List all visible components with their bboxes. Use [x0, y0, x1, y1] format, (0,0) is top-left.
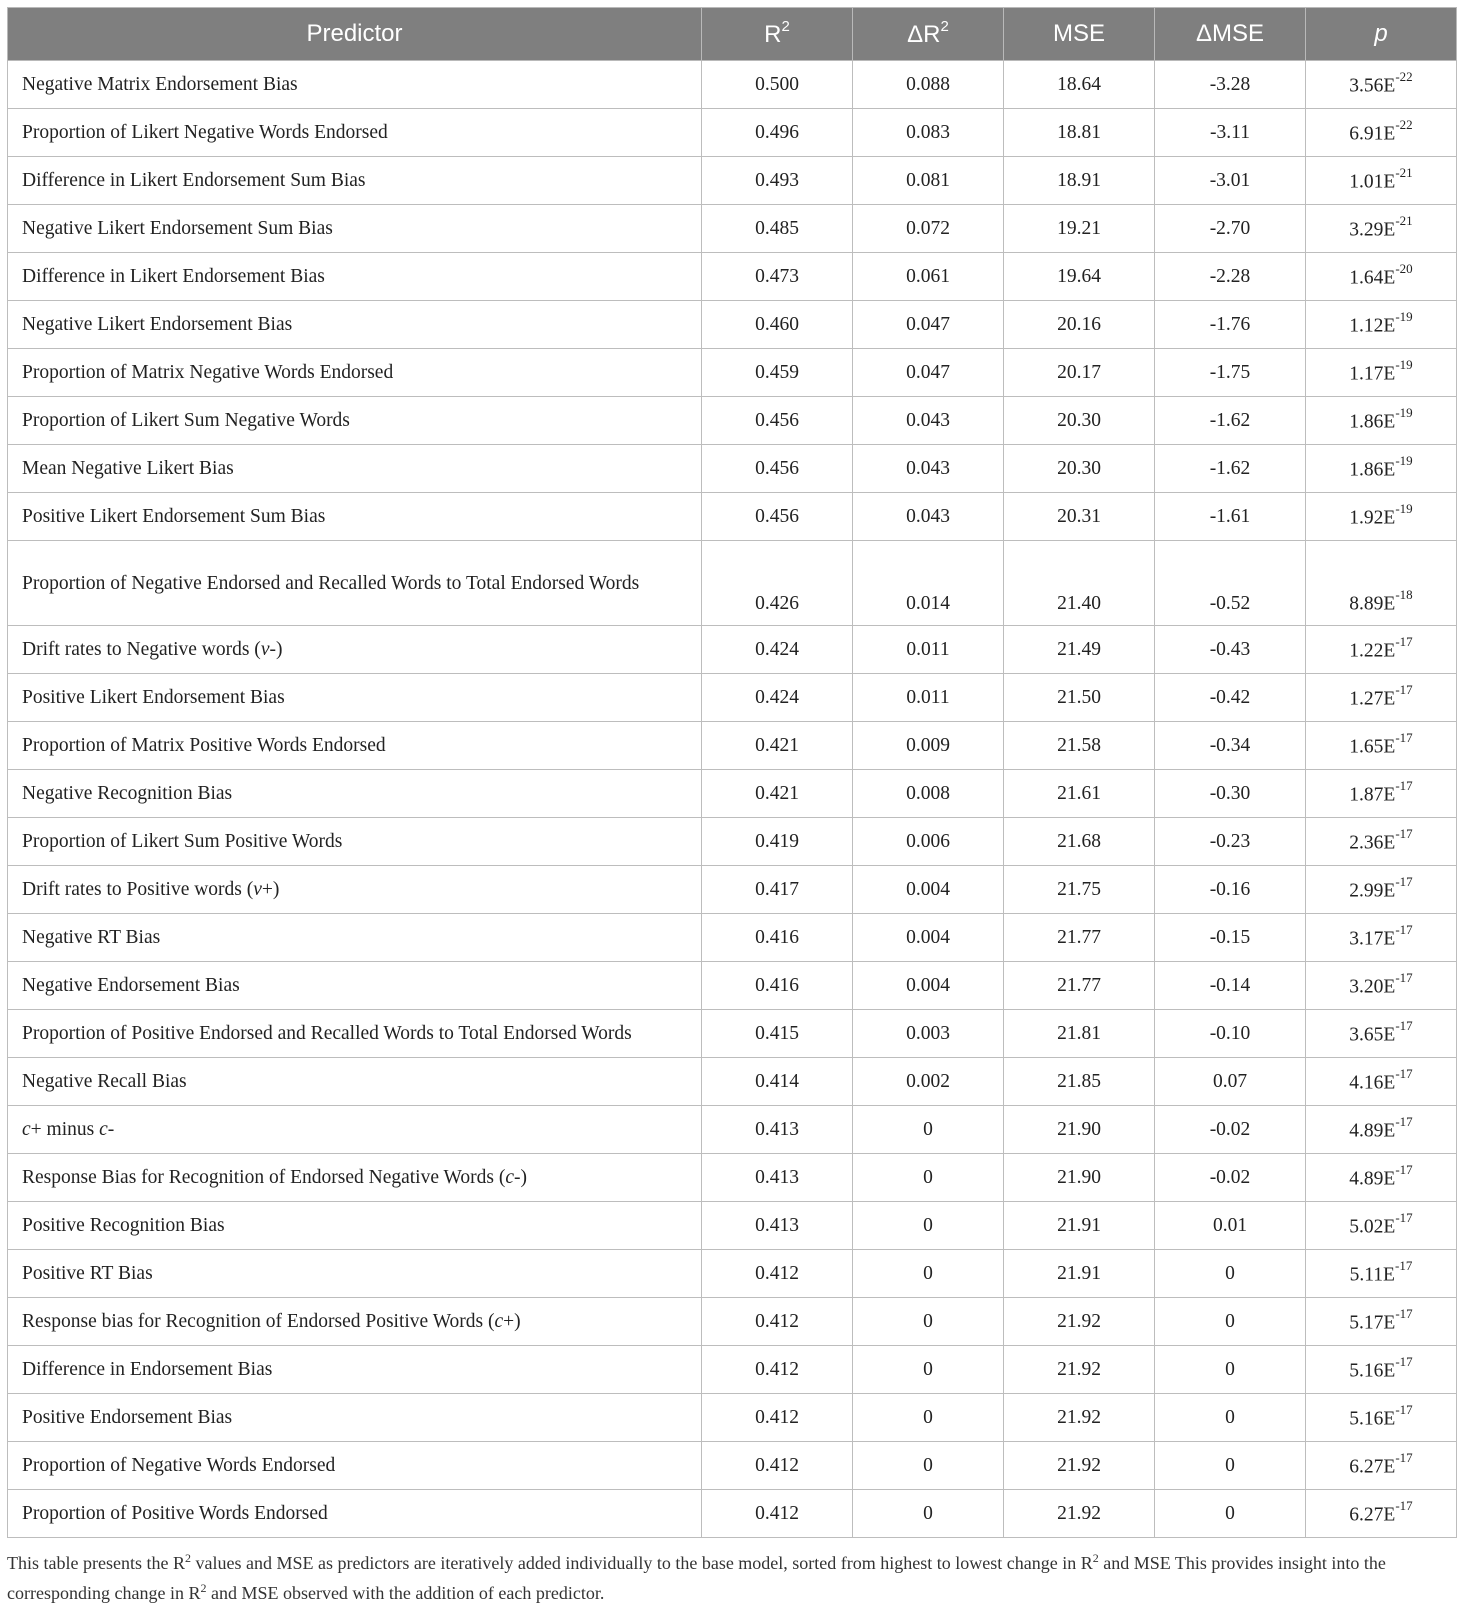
delta-r2-cell: 0.004	[853, 866, 1004, 914]
mse-cell: 21.92	[1004, 1490, 1155, 1538]
delta-mse-cell: -0.34	[1155, 722, 1306, 770]
delta-mse-cell: 0.01	[1155, 1202, 1306, 1250]
r2-cell: 0.415	[702, 1010, 853, 1058]
delta-mse-cell: -1.62	[1155, 397, 1306, 445]
p-value-mantissa: 2.36E	[1349, 832, 1396, 854]
r2-cell: 0.413	[702, 1106, 853, 1154]
mse-cell: 21.49	[1004, 626, 1155, 674]
table-row	[8, 541, 1457, 626]
r2-cell: 0.500	[702, 61, 853, 109]
predictor-cell: Drift rates to Negative words (v-)	[8, 626, 702, 674]
predictor-cell: Response Bias for Recognition of Endorsed Negative Words (c-)	[8, 1154, 702, 1202]
r2-cell: 0.413	[702, 1202, 853, 1250]
delta-r2-cell: 0.072	[853, 205, 1004, 253]
mse-cell: 21.92	[1004, 1442, 1155, 1490]
p-value-cell	[1306, 397, 1457, 445]
predictor-cell: Positive Likert Endorsement Sum Bias	[8, 493, 702, 541]
table-row	[8, 109, 1457, 157]
r2-cell: 0.456	[702, 445, 853, 493]
delta-r2-cell: 0	[853, 1154, 1004, 1202]
p-value-exponent: -17	[1395, 1497, 1413, 1513]
delta-r2-cell: 0.061	[853, 253, 1004, 301]
p-value-mantissa: 5.16E	[1349, 1408, 1396, 1430]
p-value-exponent: -17	[1395, 1401, 1413, 1417]
mse-cell: 21.50	[1004, 674, 1155, 722]
p-value-cell	[1306, 674, 1457, 722]
p-value-mantissa: 4.89E	[1349, 1168, 1396, 1190]
delta-mse-cell: -0.02	[1155, 1154, 1306, 1202]
predictor-cell: Negative Recognition Bias	[8, 770, 702, 818]
mse-cell: 21.90	[1004, 1106, 1155, 1154]
predictor-cell: Mean Negative Likert Bias	[8, 445, 702, 493]
mse-cell: 21.68	[1004, 818, 1155, 866]
p-value-exponent: -17	[1395, 1209, 1413, 1225]
p-value-cell	[1306, 1250, 1457, 1298]
p-value-exponent: -19	[1395, 356, 1413, 372]
delta-mse-cell: -0.43	[1155, 626, 1306, 674]
r2-cell: 0.413	[702, 1154, 853, 1202]
p-value-exponent: -17	[1395, 1113, 1413, 1129]
table-row	[8, 626, 1457, 674]
delta-mse-cell: 0	[1155, 1442, 1306, 1490]
table-row	[8, 1250, 1457, 1298]
predictor-cell: Proportion of Likert Sum Positive Words	[8, 818, 702, 866]
r2-cell: 0.460	[702, 301, 853, 349]
predictor-cell: Negative Likert Endorsement Bias	[8, 301, 702, 349]
table-row	[8, 1106, 1457, 1154]
header-mse: MSE	[1004, 8, 1155, 61]
p-value-exponent: -20	[1395, 260, 1413, 276]
p-value-exponent: -21	[1395, 164, 1413, 180]
mse-cell: 21.85	[1004, 1058, 1155, 1106]
table-footnote: This table presents the $R^2$ values and MSE as predictors are iteratively added individually to the base model, sorted from highest to lowest change in $R^2$ and MSE This provides insight into the corresponding change in $R^2$ and MSE observed with the addition of each predictor.	[7, 1551, 1386, 1603]
delta-r2-cell: 0.008	[853, 770, 1004, 818]
p-value-exponent: -17	[1395, 1305, 1413, 1321]
header-predictor: Predictor	[8, 8, 702, 61]
p-value-exponent: -17	[1395, 633, 1413, 649]
predictor-cell: Negative Matrix Endorsement Bias	[8, 61, 702, 109]
predictor-cell: Proportion of Matrix Negative Words Endorsed	[8, 349, 702, 397]
mse-cell: 21.90	[1004, 1154, 1155, 1202]
delta-mse-cell: -0.14	[1155, 962, 1306, 1010]
table-row	[8, 722, 1457, 770]
table-body	[8, 61, 1457, 1538]
delta-mse-cell: -1.75	[1155, 349, 1306, 397]
r2-cell: 0.412	[702, 1442, 853, 1490]
p-value-cell	[1306, 818, 1457, 866]
p-value-exponent: -17	[1395, 1161, 1413, 1177]
table-header	[8, 8, 1457, 61]
delta-r2-cell: 0	[853, 1106, 1004, 1154]
delta-r2-cell: 0.043	[853, 445, 1004, 493]
table-row	[8, 157, 1457, 205]
p-value-exponent: -17	[1395, 921, 1413, 937]
p-value-exponent: -17	[1395, 777, 1413, 793]
predictor-cell: Proportion of Matrix Positive Words Endorsed	[8, 722, 702, 770]
mse-cell: 21.58	[1004, 722, 1155, 770]
delta-r2-cell: 0	[853, 1394, 1004, 1442]
p-value-mantissa: 1.01E	[1349, 171, 1396, 193]
p-value-cell	[1306, 1106, 1457, 1154]
p-value-mantissa: 6.91E	[1349, 123, 1396, 145]
delta-r2-cell: 0.006	[853, 818, 1004, 866]
table-row	[8, 493, 1457, 541]
delta-r2-cell: 0.009	[853, 722, 1004, 770]
mse-cell: 20.16	[1004, 301, 1155, 349]
delta-mse-cell: -3.28	[1155, 61, 1306, 109]
p-value-cell	[1306, 1442, 1457, 1490]
mse-cell: 20.30	[1004, 397, 1155, 445]
p-value-mantissa: 3.29E	[1349, 219, 1396, 241]
r2-cell: 0.416	[702, 962, 853, 1010]
r2-cell: 0.412	[702, 1490, 853, 1538]
delta-r2-cell: 0.014	[853, 541, 1004, 626]
p-value-cell	[1306, 962, 1457, 1010]
p-value-mantissa: 1.27E	[1349, 688, 1396, 710]
p-value-mantissa: 1.87E	[1349, 784, 1396, 806]
r2-cell: 0.417	[702, 866, 853, 914]
p-value-exponent: -19	[1395, 500, 1413, 516]
p-value-mantissa: 1.12E	[1349, 315, 1396, 337]
table-row	[8, 349, 1457, 397]
p-value-cell	[1306, 301, 1457, 349]
r2-cell: 0.456	[702, 493, 853, 541]
p-value-cell	[1306, 253, 1457, 301]
r2-cell: 0.426	[702, 541, 853, 626]
table-row	[8, 1202, 1457, 1250]
delta-mse-cell: -0.30	[1155, 770, 1306, 818]
predictor-cell: Positive Endorsement Bias	[8, 1394, 702, 1442]
delta-mse-cell: 0	[1155, 1346, 1306, 1394]
predictor-cell: Proportion of Negative Endorsed and Recalled Words to Total Endorsed Words	[8, 541, 702, 626]
p-value-exponent: -17	[1395, 1017, 1413, 1033]
p-value-exponent: -17	[1395, 681, 1413, 697]
table-row	[8, 61, 1457, 109]
p-value-exponent: -19	[1395, 308, 1413, 324]
table-row	[8, 818, 1457, 866]
p-value-exponent: -17	[1395, 825, 1413, 841]
header-delta-mse: ΔMSE	[1155, 8, 1306, 61]
r2-cell: 0.412	[702, 1298, 853, 1346]
mse-cell: 19.64	[1004, 253, 1155, 301]
p-value-exponent: -18	[1395, 586, 1413, 602]
r2-cell: 0.473	[702, 253, 853, 301]
p-value-mantissa: 4.89E	[1349, 1120, 1396, 1142]
p-value-mantissa: 1.22E	[1349, 640, 1396, 662]
mse-cell: 21.77	[1004, 962, 1155, 1010]
predictor-cell: Negative Recall Bias	[8, 1058, 702, 1106]
delta-mse-cell: 0	[1155, 1250, 1306, 1298]
delta-mse-cell: -0.16	[1155, 866, 1306, 914]
header-p: p	[1306, 8, 1457, 61]
p-value-cell	[1306, 1010, 1457, 1058]
table-row	[8, 205, 1457, 253]
delta-r2-cell: 0.083	[853, 109, 1004, 157]
mse-cell: 21.92	[1004, 1298, 1155, 1346]
mse-cell: 18.81	[1004, 109, 1155, 157]
mse-cell: 21.91	[1004, 1250, 1155, 1298]
delta-r2-cell: 0	[853, 1250, 1004, 1298]
r2-cell: 0.496	[702, 109, 853, 157]
delta-mse-cell: -0.02	[1155, 1106, 1306, 1154]
p-value-cell	[1306, 349, 1457, 397]
predictor-cell: Negative Likert Endorsement Sum Bias	[8, 205, 702, 253]
r2-cell: 0.421	[702, 722, 853, 770]
p-value-mantissa: 8.89E	[1349, 593, 1396, 614]
p-value-exponent: -19	[1395, 452, 1413, 468]
p-value-cell	[1306, 541, 1457, 626]
delta-mse-cell: -0.10	[1155, 1010, 1306, 1058]
p-value-mantissa: 3.17E	[1349, 928, 1396, 950]
predictor-cell: Negative Endorsement Bias	[8, 962, 702, 1010]
delta-mse-cell: 0	[1155, 1394, 1306, 1442]
p-value-mantissa: 1.64E	[1349, 267, 1396, 289]
delta-mse-cell: -0.42	[1155, 674, 1306, 722]
predictor-cell: Positive RT Bias	[8, 1250, 702, 1298]
delta-r2-cell: 0	[853, 1202, 1004, 1250]
p-value-mantissa: 3.65E	[1349, 1024, 1396, 1046]
p-value-mantissa: 5.17E	[1349, 1312, 1396, 1334]
mse-cell: 18.91	[1004, 157, 1155, 205]
mse-cell: 20.30	[1004, 445, 1155, 493]
p-value-cell	[1306, 445, 1457, 493]
delta-r2-cell: 0.088	[853, 61, 1004, 109]
p-value-mantissa: 2.99E	[1349, 880, 1396, 902]
delta-r2-cell: 0.002	[853, 1058, 1004, 1106]
r2-cell: 0.412	[702, 1346, 853, 1394]
header-delta-r2: $\Delta R^2$	[853, 8, 1004, 61]
delta-mse-cell: -0.52	[1155, 541, 1306, 626]
r2-cell: 0.421	[702, 770, 853, 818]
p-value-cell	[1306, 1202, 1457, 1250]
predictor-cell: Positive Recognition Bias	[8, 1202, 702, 1250]
mse-cell: 21.81	[1004, 1010, 1155, 1058]
p-value-exponent: -22	[1395, 68, 1413, 84]
predictor-cell: Proportion of Likert Negative Words Endorsed	[8, 109, 702, 157]
p-value-cell	[1306, 1298, 1457, 1346]
delta-mse-cell: -1.61	[1155, 493, 1306, 541]
predictor-cell: Proportion of Likert Sum Negative Words	[8, 397, 702, 445]
p-value-exponent: -17	[1395, 1353, 1413, 1369]
p-value-exponent: -17	[1395, 969, 1413, 985]
delta-r2-cell: 0.047	[853, 301, 1004, 349]
mse-cell: 21.91	[1004, 1202, 1155, 1250]
p-value-cell	[1306, 626, 1457, 674]
predictor-cell: Proportion of Positive Words Endorsed	[8, 1490, 702, 1538]
p-value-mantissa: 3.20E	[1349, 976, 1396, 998]
table-row	[8, 1058, 1457, 1106]
table-row	[8, 301, 1457, 349]
delta-r2-cell: 0.081	[853, 157, 1004, 205]
delta-r2-cell: 0.011	[853, 674, 1004, 722]
delta-r2-cell: 0.004	[853, 962, 1004, 1010]
delta-r2-cell: 0.003	[853, 1010, 1004, 1058]
table-row	[8, 866, 1457, 914]
delta-mse-cell: -0.15	[1155, 914, 1306, 962]
delta-mse-cell: -3.01	[1155, 157, 1306, 205]
header-row	[8, 8, 1457, 61]
mse-cell: 19.21	[1004, 205, 1155, 253]
table-row	[8, 962, 1457, 1010]
header-r2: $R^2$	[702, 8, 853, 61]
p-value-cell	[1306, 770, 1457, 818]
r2-cell: 0.416	[702, 914, 853, 962]
p-value-cell	[1306, 1346, 1457, 1394]
p-value-mantissa: 5.16E	[1349, 1360, 1396, 1382]
table-row	[8, 770, 1457, 818]
r2-cell: 0.419	[702, 818, 853, 866]
mse-cell: 21.92	[1004, 1394, 1155, 1442]
predictor-cell: Response bias for Recognition of Endorsed Positive Words (c+)	[8, 1298, 702, 1346]
p-value-cell	[1306, 1058, 1457, 1106]
predictor-cell: c+ minus c-	[8, 1106, 702, 1154]
table-row	[8, 445, 1457, 493]
p-value-cell	[1306, 1490, 1457, 1538]
p-value-mantissa: 1.86E	[1349, 411, 1396, 433]
p-value-cell	[1306, 722, 1457, 770]
p-value-exponent: -17	[1395, 729, 1413, 745]
results-table	[7, 7, 1457, 1538]
predictor-cell: Drift rates to Positive words (v+)	[8, 866, 702, 914]
p-value-cell	[1306, 109, 1457, 157]
mse-cell: 21.40	[1004, 541, 1155, 626]
mse-cell: 18.64	[1004, 61, 1155, 109]
r2-cell: 0.412	[702, 1394, 853, 1442]
delta-mse-cell: -1.62	[1155, 445, 1306, 493]
p-value-mantissa: 6.27E	[1349, 1504, 1396, 1526]
delta-mse-cell: -3.11	[1155, 109, 1306, 157]
p-value-mantissa: 5.11E	[1349, 1264, 1395, 1286]
table-row	[8, 1442, 1457, 1490]
table-row	[8, 1490, 1457, 1538]
table-row	[8, 1010, 1457, 1058]
table-row	[8, 1298, 1457, 1346]
mse-cell: 20.31	[1004, 493, 1155, 541]
mse-cell: 20.17	[1004, 349, 1155, 397]
p-value-exponent: -17	[1395, 873, 1413, 889]
p-value-mantissa: 4.16E	[1349, 1072, 1396, 1094]
predictor-cell: Difference in Likert Endorsement Bias	[8, 253, 702, 301]
r2-cell: 0.412	[702, 1250, 853, 1298]
p-value-mantissa: 1.92E	[1349, 507, 1396, 529]
mse-cell: 21.92	[1004, 1346, 1155, 1394]
p-value-mantissa: 5.02E	[1349, 1216, 1396, 1238]
table-row	[8, 253, 1457, 301]
p-value-exponent: -22	[1395, 116, 1413, 132]
p-value-mantissa: 1.17E	[1349, 363, 1396, 385]
p-value-mantissa: 1.65E	[1349, 736, 1396, 758]
table-row	[8, 674, 1457, 722]
delta-r2-cell: 0.047	[853, 349, 1004, 397]
delta-mse-cell: 0	[1155, 1298, 1306, 1346]
mse-cell: 21.61	[1004, 770, 1155, 818]
p-value-mantissa: 6.27E	[1349, 1456, 1396, 1478]
r2-cell: 0.493	[702, 157, 853, 205]
delta-r2-cell: 0	[853, 1442, 1004, 1490]
r2-cell: 0.414	[702, 1058, 853, 1106]
p-value-mantissa: 3.56E	[1349, 75, 1396, 97]
delta-r2-cell: 0	[853, 1490, 1004, 1538]
delta-mse-cell: 0.07	[1155, 1058, 1306, 1106]
mse-cell: 21.77	[1004, 914, 1155, 962]
table-row	[8, 1154, 1457, 1202]
delta-r2-cell: 0.011	[853, 626, 1004, 674]
predictor-cell: Proportion of Positive Endorsed and Recalled Words to Total Endorsed Words	[8, 1010, 702, 1058]
delta-mse-cell: -2.28	[1155, 253, 1306, 301]
predictor-cell: Negative RT Bias	[8, 914, 702, 962]
p-value-cell	[1306, 61, 1457, 109]
p-value-exponent: -17	[1394, 1257, 1413, 1273]
table-row	[8, 1394, 1457, 1442]
r2-cell: 0.424	[702, 674, 853, 722]
delta-mse-cell: -1.76	[1155, 301, 1306, 349]
delta-mse-cell: -2.70	[1155, 205, 1306, 253]
delta-r2-cell: 0.043	[853, 493, 1004, 541]
p-value-cell	[1306, 1154, 1457, 1202]
predictor-cell: Positive Likert Endorsement Bias	[8, 674, 702, 722]
p-value-exponent: -19	[1395, 404, 1413, 420]
delta-r2-cell: 0.004	[853, 914, 1004, 962]
table-container	[7, 7, 1453, 1606]
delta-r2-cell: 0.043	[853, 397, 1004, 445]
p-value-exponent: -17	[1395, 1065, 1413, 1081]
r2-cell: 0.424	[702, 626, 853, 674]
delta-r2-cell: 0	[853, 1298, 1004, 1346]
p-value-cell	[1306, 1394, 1457, 1442]
predictor-cell: Difference in Endorsement Bias	[8, 1346, 702, 1394]
r2-cell: 0.456	[702, 397, 853, 445]
p-value-cell	[1306, 205, 1457, 253]
table-row	[8, 1346, 1457, 1394]
mse-cell: 21.75	[1004, 866, 1155, 914]
p-value-cell	[1306, 866, 1457, 914]
predictor-cell: Proportion of Negative Words Endorsed	[8, 1442, 702, 1490]
r2-cell: 0.459	[702, 349, 853, 397]
delta-mse-cell: 0	[1155, 1490, 1306, 1538]
p-value-mantissa: 1.86E	[1349, 459, 1396, 481]
p-value-exponent: -17	[1395, 1449, 1413, 1465]
p-value-cell	[1306, 914, 1457, 962]
p-value-cell	[1306, 493, 1457, 541]
r2-cell: 0.485	[702, 205, 853, 253]
p-value-cell	[1306, 157, 1457, 205]
table-row	[8, 914, 1457, 962]
delta-mse-cell: -0.23	[1155, 818, 1306, 866]
delta-r2-cell: 0	[853, 1346, 1004, 1394]
predictor-cell: Difference in Likert Endorsement Sum Bias	[8, 157, 702, 205]
p-value-exponent: -21	[1395, 212, 1413, 228]
table-row	[8, 397, 1457, 445]
